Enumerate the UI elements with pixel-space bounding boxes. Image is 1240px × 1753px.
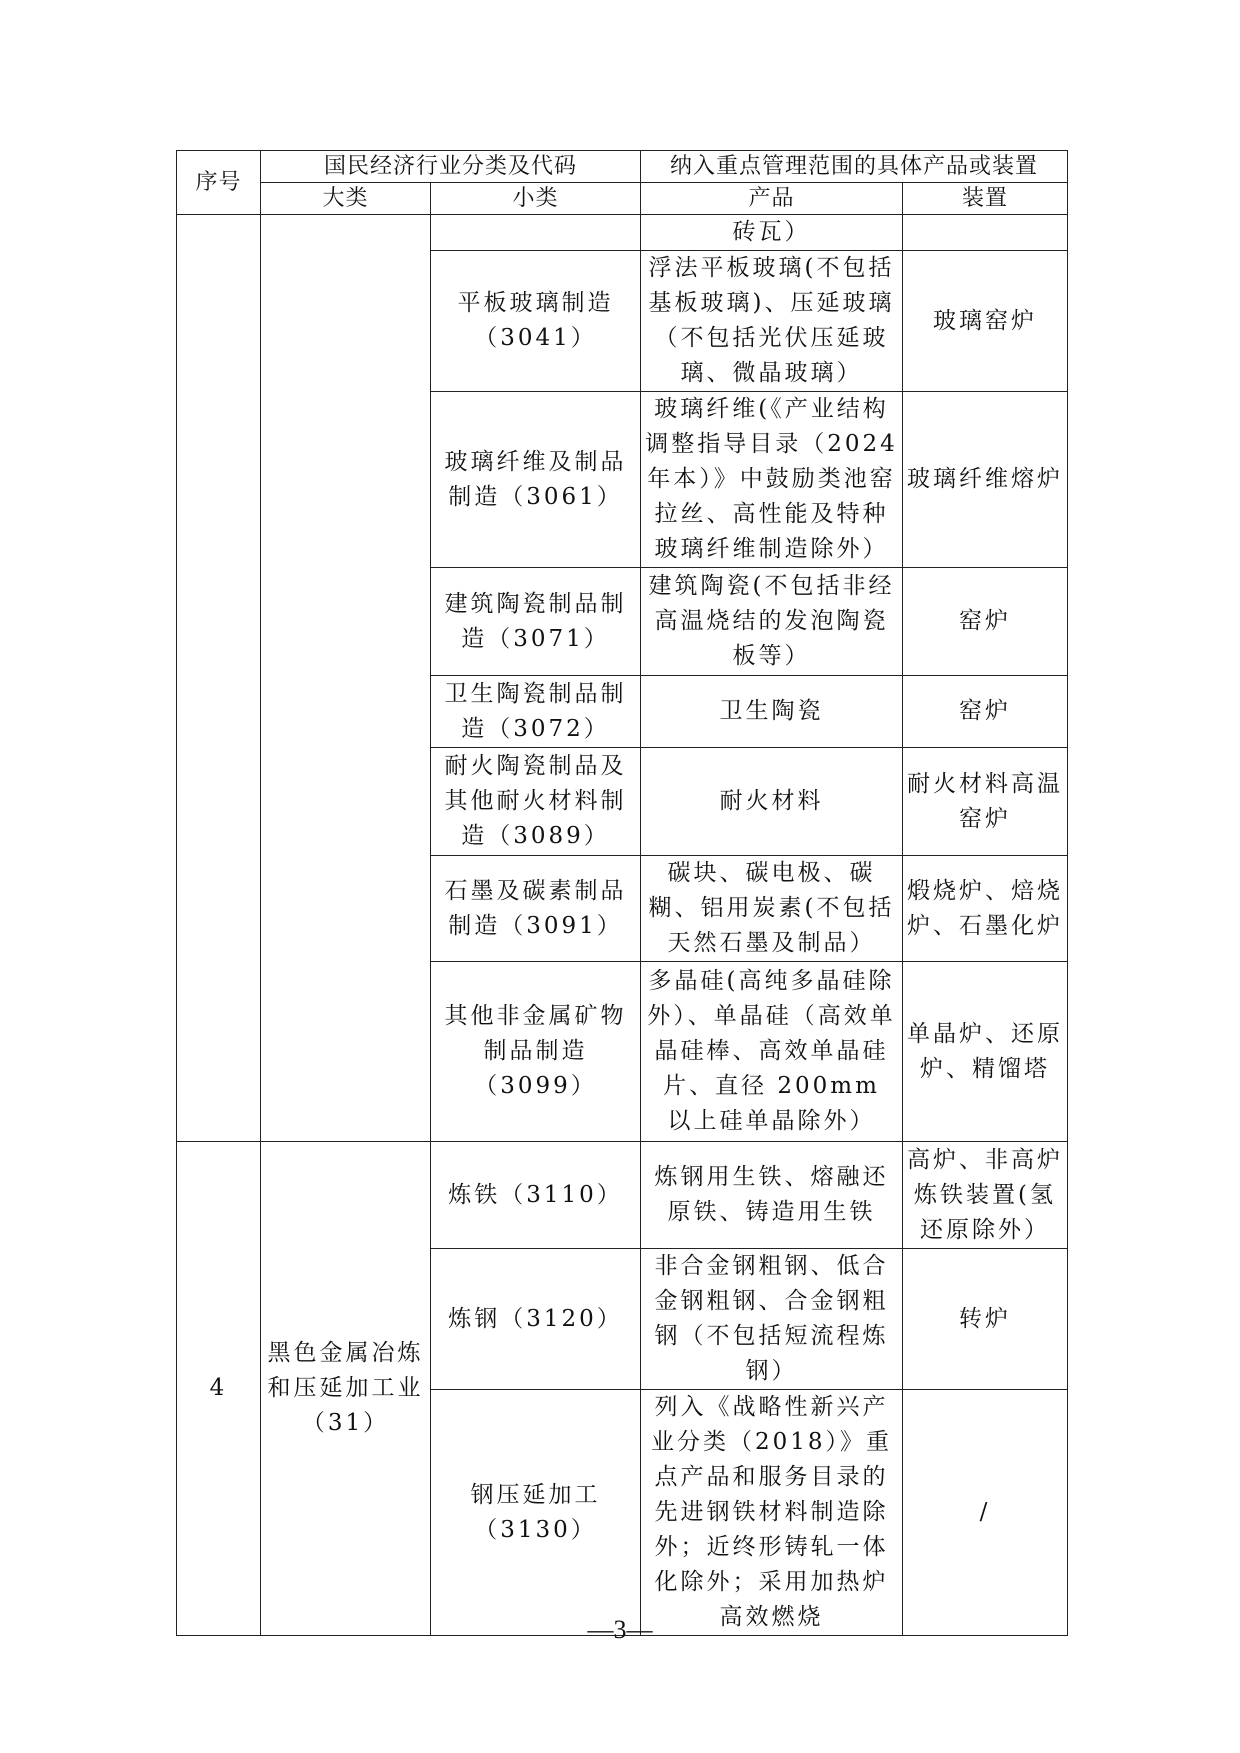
product-cell: 玻璃纤维(《产业结构调整指导目录（2024年本）》中鼓励类池窑拉丝、高性能及特种玻璃纤维制造除外） — [641, 392, 903, 568]
device-cell: 单晶炉、还原炉、精馏塔 — [903, 962, 1068, 1142]
header-seq: 序号 — [177, 151, 261, 215]
device-cell: 玻璃窑炉 — [903, 251, 1068, 392]
device-cell: 煅烧炉、焙烧炉、石墨化炉 — [903, 856, 1068, 962]
product-cell: 碳块、碳电极、碳糊、铝用炭素(不包括天然石墨及制品） — [641, 856, 903, 962]
table-row — [177, 215, 1068, 251]
device-cell: 转炉 — [903, 1249, 1068, 1390]
minor-cell: 平板玻璃制造（3041） — [431, 251, 641, 392]
header-minor: 小类 — [431, 183, 641, 215]
minor-cell: 耐火陶瓷制品及其他耐火材料制造（3089） — [431, 748, 641, 856]
product-cell: 卫生陶瓷 — [641, 676, 903, 748]
product-cell: 砖瓦） — [641, 215, 903, 251]
minor-cell: 玻璃纤维及制品制造（3061） — [431, 392, 641, 568]
product-cell: 列入《战略性新兴产业分类（2018）》重点产品和服务目录的先进钢铁材料制造除外；近终形铸轧一体化除外；采用加热炉高效燃烧 — [641, 1390, 903, 1636]
header-major: 大类 — [261, 183, 431, 215]
minor-cell — [431, 215, 641, 251]
product-cell: 耐火材料 — [641, 748, 903, 856]
table-row — [177, 1142, 1068, 1249]
device-cell: 窑炉 — [903, 568, 1068, 676]
regulation-table — [176, 150, 1068, 1636]
minor-cell: 卫生陶瓷制品制造（3072） — [431, 676, 641, 748]
device-cell: 高炉、非高炉炼铁装置(氢还原除外） — [903, 1142, 1068, 1249]
product-cell: 浮法平板玻璃(不包括基板玻璃)、压延玻璃（不包括光伏压延玻璃、微晶玻璃） — [641, 251, 903, 392]
product-cell: 炼钢用生铁、熔融还原铁、铸造用生铁 — [641, 1142, 903, 1249]
seq-cell: 4 — [177, 1142, 261, 1636]
header-product: 产品 — [641, 183, 903, 215]
minor-cell: 石墨及碳素制品制造（3091） — [431, 856, 641, 962]
minor-cell: 钢压延加工（3130） — [431, 1390, 641, 1636]
product-cell: 非合金钢粗钢、低合金钢粗钢、合金钢粗钢（不包括短流程炼钢） — [641, 1249, 903, 1390]
device-cell: 玻璃纤维熔炉 — [903, 392, 1068, 568]
minor-cell: 建筑陶瓷制品制造（3071） — [431, 568, 641, 676]
page-number: —3— — [587, 1615, 653, 1644]
device-cell: 耐火材料高温窑炉 — [903, 748, 1068, 856]
major-cell — [261, 215, 431, 1142]
product-cell: 建筑陶瓷(不包括非经高温烧结的发泡陶瓷板等） — [641, 568, 903, 676]
minor-cell: 其他非金属矿物制品制造（3099） — [431, 962, 641, 1142]
header-device: 装置 — [903, 183, 1068, 215]
seq-cell — [177, 215, 261, 1142]
minor-cell: 炼铁（3110） — [431, 1142, 641, 1249]
minor-cell: 炼钢（3120） — [431, 1249, 641, 1390]
device-cell: / — [903, 1390, 1068, 1636]
major-cell: 黑色金属冶炼和压延加工业（31） — [261, 1142, 431, 1636]
product-cell: 多晶硅(高纯多晶硅除外）、单晶硅（高效单晶硅棒、高效单晶硅片、直径 200mm 以上硅单晶除外） — [641, 962, 903, 1142]
header-industry-group: 国民经济行业分类及代码 — [261, 151, 641, 183]
device-cell: 窑炉 — [903, 676, 1068, 748]
device-cell — [903, 215, 1068, 251]
header-scope-group: 纳入重点管理范围的具体产品或装置 — [641, 151, 1068, 183]
